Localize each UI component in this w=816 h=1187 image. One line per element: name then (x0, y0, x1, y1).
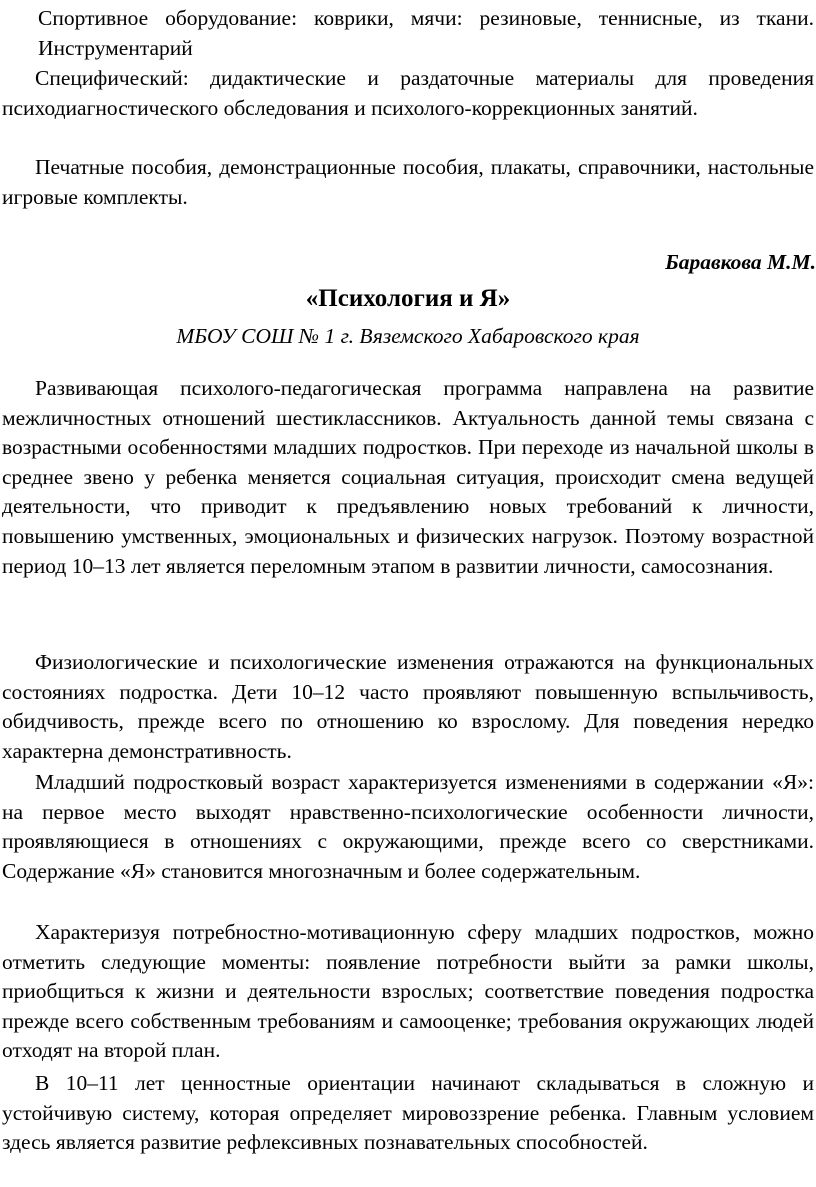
article-subtitle: МБОУ СОШ № 1 г. Вяземского Хабаровского края (176, 324, 640, 348)
printed-materials-paragraph (2, 153, 814, 212)
specific-materials-paragraph (2, 64, 814, 123)
body-paragraph-text: В 10–11 лет ценностные ориентации начинают складываться в сложную и устойчивую систему, которая определяет мировоззрение ребенка. Главным условием здесь является развитие рефлексивных познавательных способностей. (2, 1071, 814, 1155)
body-paragraph-2 (2, 648, 814, 766)
body-paragraph-1 (2, 374, 814, 581)
specific-materials-text: Специфический: дидактические и раздаточные материалы для проведения психодиагностического обследования и психолого-коррекционных занятий. (2, 66, 814, 120)
body-paragraph-text: Физиологические и психологические изменения отражаются на функциональных состояниях подростка. Дети 10–12 часто проявляют повышенную вспыльчивость, обидчивость, прежде всего по отношению ко взрослому. Для поведения нередко характерна демонстративность. (2, 650, 814, 763)
body-paragraph-text: Младший подростковый возраст характеризуется изменениями в содержании «Я»: на первое место выходят нравственно-психологические особенности личности, проявляющиеся в отношениях с окружающими, прежде всего со сверстниками. Содержание «Я» становится многозначным и более содержательным. (2, 770, 814, 883)
sport-equipment-text: Спортивное оборудование: коврики, мячи: резиновые, теннисные, из ткани. Инструментарий (38, 6, 814, 60)
body-paragraph-3 (2, 768, 814, 886)
body-paragraph-text: Характеризуя потребностно-мотивационную сферу младших подростков, можно отметить следующие моменты: появление потребности выйти за рамки школы, приобщиться к жизни и деятельности взрослых; соответствие поведения подростка прежде всего собственным требованиям и самооценке; требования окружающих людей отходят на второй план. (2, 920, 814, 1063)
body-paragraph-text: Развивающая психолого-педагогическая программа направлена на развитие межличностных отношений шестиклассников. Актуальность данной темы связана с возрастными особенностями младших подростков. При переходе из начальной школы в среднее звено у ребенка меняется социальная ситуация, происходит смена ведущей деятельности, что приводит к предъявлению новых требований к личности, повышению умственных, эмоциональных и физических нагрузок. Поэтому возрастной период 10–13 лет является переломным этапом в развитии личности, самосознания. (2, 376, 814, 578)
body-paragraph-4 (2, 918, 814, 1066)
author-name: Баравкова М.М. (665, 250, 816, 274)
printed-materials-text: Печатные пособия, демонстрационные пособия, плакаты, справочники, настольные игровые комплекты. (2, 155, 814, 209)
body-paragraph-5 (2, 1069, 814, 1158)
article-title: «Психология и Я» (305, 285, 511, 312)
